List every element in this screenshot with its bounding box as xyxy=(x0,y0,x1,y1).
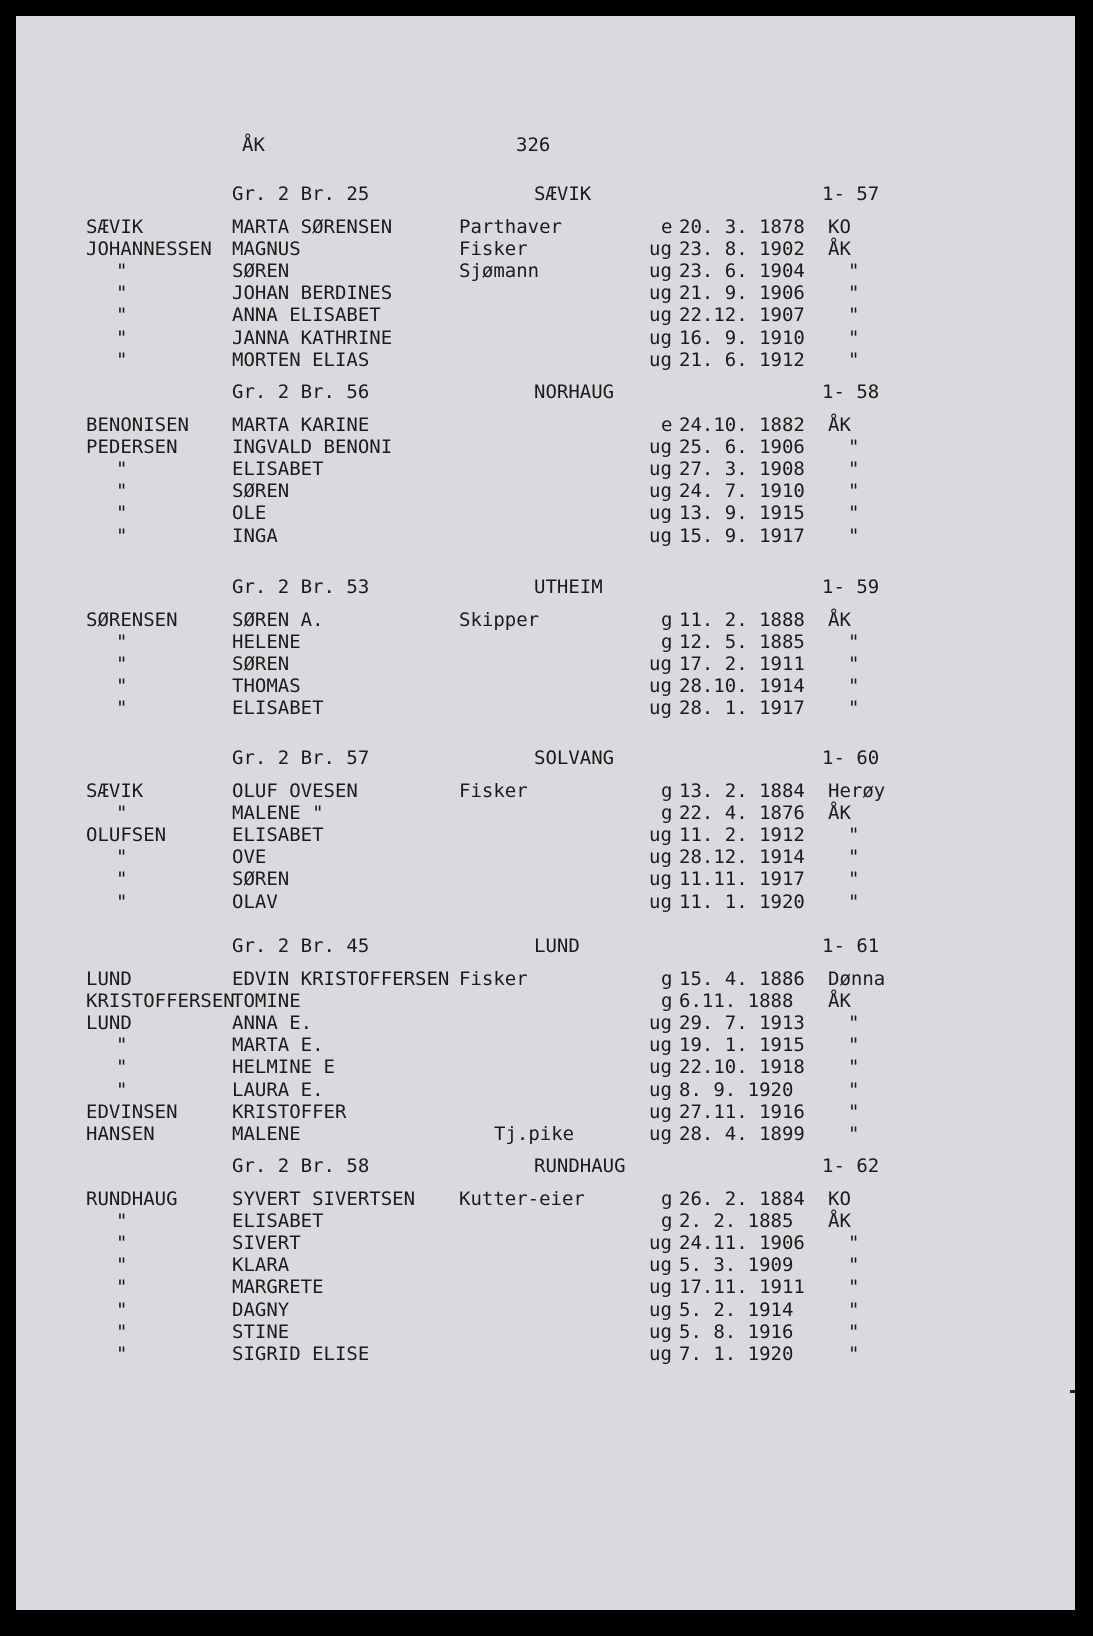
marital-status: ug xyxy=(649,868,672,890)
birth-date: 7. 1. 1920 xyxy=(679,1343,794,1365)
given-name: JANNA KATHRINE xyxy=(232,327,393,349)
birth-place: " xyxy=(848,1254,860,1276)
surname: " xyxy=(116,697,128,719)
birth-date: 16. 9. 1910 xyxy=(679,327,805,349)
birth-date: 28. 1. 1917 xyxy=(679,697,805,719)
marital-status: ug xyxy=(649,653,672,675)
birth-place: " xyxy=(848,1079,860,1101)
birth-place: ÅK xyxy=(828,609,851,631)
farm-name: SOLVANG xyxy=(534,747,615,769)
birth-place: " xyxy=(848,824,860,846)
household-number: 1- 61 xyxy=(822,935,880,957)
surname: " xyxy=(116,1254,128,1276)
birth-place: " xyxy=(848,436,860,458)
given-name: ANNA ELISABET xyxy=(232,304,381,326)
birth-place: " xyxy=(848,891,860,913)
birth-place: " xyxy=(848,868,860,890)
surname: " xyxy=(116,458,128,480)
surname: " xyxy=(116,1299,128,1321)
given-name: DAGNY xyxy=(232,1299,290,1321)
household-number: 1- 57 xyxy=(822,183,880,205)
surname: HANSEN xyxy=(86,1123,155,1145)
marital-status: e xyxy=(661,414,673,436)
surname: " xyxy=(116,1321,128,1343)
given-name: LAURA E. xyxy=(232,1079,324,1101)
given-name: SØREN xyxy=(232,480,290,502)
surname: BENONISEN xyxy=(86,414,189,436)
birth-date: 24.11. 1906 xyxy=(679,1232,805,1254)
birth-place: ÅK xyxy=(828,990,851,1012)
marital-status: ug xyxy=(649,436,672,458)
given-name: OLAV xyxy=(232,891,278,913)
birth-place: " xyxy=(848,480,860,502)
marital-status: ug xyxy=(649,304,672,326)
group-id: Gr. 2 Br. 45 xyxy=(232,935,370,957)
marital-status: g xyxy=(661,1210,673,1232)
birth-date: 13. 9. 1915 xyxy=(679,502,805,524)
birth-date: 13. 2. 1884 xyxy=(679,780,805,802)
surname: " xyxy=(116,802,128,824)
marital-status: g xyxy=(661,1188,673,1210)
birth-date: 20. 3. 1878 xyxy=(679,216,805,238)
marital-status: ug xyxy=(649,697,672,719)
birth-date: 22. 4. 1876 xyxy=(679,802,805,824)
birth-place: " xyxy=(848,1123,860,1145)
marital-status: g xyxy=(661,968,673,990)
marital-status: ug xyxy=(649,1123,672,1145)
marital-status: e xyxy=(661,216,673,238)
given-name: ELISABET xyxy=(232,697,324,719)
birth-date: 28. 4. 1899 xyxy=(679,1123,805,1145)
birth-date: 28.10. 1914 xyxy=(679,675,805,697)
surname: " xyxy=(116,282,128,304)
farm-name: NORHAUG xyxy=(534,381,615,403)
birth-place: " xyxy=(848,1056,860,1078)
marital-status: g xyxy=(661,780,673,802)
marital-status: ug xyxy=(649,260,672,282)
surname: " xyxy=(116,304,128,326)
marital-status: ug xyxy=(649,824,672,846)
birth-date: 23. 8. 1902 xyxy=(679,238,805,260)
surname: " xyxy=(116,1056,128,1078)
birth-date: 21. 6. 1912 xyxy=(679,349,805,371)
surname: EDVINSEN xyxy=(86,1101,178,1123)
given-name: HELMINE E xyxy=(232,1056,335,1078)
surname: " xyxy=(116,525,128,547)
surname: " xyxy=(116,891,128,913)
surname: SÆVIK xyxy=(86,780,144,802)
surname: LUND xyxy=(86,1012,132,1034)
given-name: SYVERT SIVERTSEN xyxy=(232,1188,416,1210)
surname: " xyxy=(116,631,128,653)
birth-date: 8. 9. 1920 xyxy=(679,1079,794,1101)
given-name: TOMINE xyxy=(232,990,301,1012)
group-id: Gr. 2 Br. 53 xyxy=(232,576,370,598)
occupation: Skipper xyxy=(459,609,540,631)
birth-date: 17.11. 1911 xyxy=(679,1276,805,1298)
birth-place: ÅK xyxy=(828,414,851,436)
marital-status: ug xyxy=(649,1034,672,1056)
group-id: Gr. 2 Br. 58 xyxy=(232,1155,370,1177)
occupation: Fisker xyxy=(459,968,528,990)
given-name: MORTEN ELIAS xyxy=(232,349,370,371)
birth-place: KO xyxy=(828,216,851,238)
surname: " xyxy=(116,653,128,675)
occupation: Kutter-eier xyxy=(459,1188,585,1210)
marital-status: ug xyxy=(649,1232,672,1254)
surname: PEDERSEN xyxy=(86,436,178,458)
given-name: SIVERT xyxy=(232,1232,301,1254)
birth-place: " xyxy=(848,349,860,371)
marital-status: ug xyxy=(649,502,672,524)
marital-status: ug xyxy=(649,480,672,502)
birth-date: 15. 9. 1917 xyxy=(679,525,805,547)
farm-name: LUND xyxy=(534,935,580,957)
birth-date: 11. 1. 1920 xyxy=(679,891,805,913)
surname: " xyxy=(116,260,128,282)
birth-place: " xyxy=(848,502,860,524)
household-number: 1- 62 xyxy=(822,1155,880,1177)
birth-date: 21. 9. 1906 xyxy=(679,282,805,304)
given-name: ANNA E. xyxy=(232,1012,313,1034)
birth-date: 11.11. 1917 xyxy=(679,868,805,890)
given-name: SØREN A. xyxy=(232,609,324,631)
marital-status: ug xyxy=(649,327,672,349)
surname: OLUFSEN xyxy=(86,824,167,846)
marital-status: g xyxy=(661,990,673,1012)
surname: RUNDHAUG xyxy=(86,1188,178,1210)
birth-date: 29. 7. 1913 xyxy=(679,1012,805,1034)
birth-place: " xyxy=(848,525,860,547)
given-name: ELISABET xyxy=(232,824,324,846)
group-id: Gr. 2 Br. 56 xyxy=(232,381,370,403)
birth-date: 5. 3. 1909 xyxy=(679,1254,794,1276)
birth-place: " xyxy=(848,1232,860,1254)
birth-date: 5. 8. 1916 xyxy=(679,1321,794,1343)
birth-place: " xyxy=(848,631,860,653)
birth-date: 5. 2. 1914 xyxy=(679,1299,794,1321)
birth-place: " xyxy=(848,260,860,282)
group-id: Gr. 2 Br. 25 xyxy=(232,183,370,205)
marital-status: ug xyxy=(649,1101,672,1123)
birth-place: " xyxy=(848,304,860,326)
given-name: MARTA SØRENSEN xyxy=(232,216,393,238)
given-name: KLARA xyxy=(232,1254,290,1276)
given-name: SØREN xyxy=(232,260,290,282)
birth-date: 11. 2. 1888 xyxy=(679,609,805,631)
given-name: HELENE xyxy=(232,631,301,653)
given-name: INGA xyxy=(232,525,278,547)
marital-status: g xyxy=(661,609,673,631)
marital-status: ug xyxy=(649,1254,672,1276)
surname: " xyxy=(116,868,128,890)
birth-date: 17. 2. 1911 xyxy=(679,653,805,675)
birth-place: Dønna xyxy=(828,968,886,990)
birth-date: 28.12. 1914 xyxy=(679,846,805,868)
surname: " xyxy=(116,327,128,349)
marital-status: ug xyxy=(649,525,672,547)
farm-name: SÆVIK xyxy=(534,183,592,205)
given-name: SØREN xyxy=(232,868,290,890)
given-name: MARTA KARINE xyxy=(232,414,370,436)
given-name: ELISABET xyxy=(232,458,324,480)
marital-status: ug xyxy=(649,846,672,868)
surname: " xyxy=(116,1210,128,1232)
birth-place: Herøy xyxy=(828,780,886,802)
birth-place: " xyxy=(848,1034,860,1056)
given-name: MAGNUS xyxy=(232,238,301,260)
surname: LUND xyxy=(86,968,132,990)
given-name: THOMAS xyxy=(232,675,301,697)
surname: " xyxy=(116,480,128,502)
group-id: Gr. 2 Br. 57 xyxy=(232,747,370,769)
birth-place: " xyxy=(848,1012,860,1034)
birth-date: 15. 4. 1886 xyxy=(679,968,805,990)
birth-date: 24. 7. 1910 xyxy=(679,480,805,502)
birth-place: " xyxy=(848,282,860,304)
marital-status: g xyxy=(661,631,673,653)
birth-place: " xyxy=(848,458,860,480)
given-name: ELISABET xyxy=(232,1210,324,1232)
birth-date: 2. 2. 1885 xyxy=(679,1210,794,1232)
marital-status: ug xyxy=(649,458,672,480)
surname: " xyxy=(116,1079,128,1101)
marital-status: ug xyxy=(649,1321,672,1343)
birth-date: 23. 6. 1904 xyxy=(679,260,805,282)
birth-place: " xyxy=(848,1321,860,1343)
given-name: KRISTOFFER xyxy=(232,1101,347,1123)
birth-date: 11. 2. 1912 xyxy=(679,824,805,846)
surname: " xyxy=(116,349,128,371)
given-name: MARTA E. xyxy=(232,1034,324,1056)
given-name: EDVIN KRISTOFFERSEN xyxy=(232,968,450,990)
given-name: SØREN xyxy=(232,653,290,675)
marital-status: ug xyxy=(649,1012,672,1034)
household-number: 1- 59 xyxy=(822,576,880,598)
marital-status: ug xyxy=(649,1056,672,1078)
birth-date: 6.11. 1888 xyxy=(679,990,794,1012)
document-page xyxy=(16,16,1075,1610)
birth-place: ÅK xyxy=(828,238,851,260)
birth-place: " xyxy=(848,697,860,719)
marital-status: ug xyxy=(649,349,672,371)
surname: SÆVIK xyxy=(86,216,144,238)
occupation: Fisker xyxy=(459,780,528,802)
birth-place: " xyxy=(848,846,860,868)
farm-name: UTHEIM xyxy=(534,576,603,598)
surname: " xyxy=(116,1034,128,1056)
given-name: OLUF OVESEN xyxy=(232,780,358,802)
given-name: SIGRID ELISE xyxy=(232,1343,370,1365)
marital-status: ug xyxy=(649,282,672,304)
given-name: OLE xyxy=(232,502,267,524)
surname: " xyxy=(116,502,128,524)
page-number: 326 xyxy=(516,134,551,156)
birth-place: " xyxy=(848,1343,860,1365)
header-place: ÅK xyxy=(242,134,265,156)
household-number: 1- 58 xyxy=(822,381,880,403)
farm-name: RUNDHAUG xyxy=(534,1155,626,1177)
birth-date: 25. 6. 1906 xyxy=(679,436,805,458)
occupation: Fisker xyxy=(459,238,528,260)
birth-place: " xyxy=(848,1299,860,1321)
birth-place: " xyxy=(848,1276,860,1298)
given-name: MALENE " xyxy=(232,802,324,824)
birth-place: ÅK xyxy=(828,802,851,824)
marital-status: ug xyxy=(649,891,672,913)
surname: " xyxy=(116,1276,128,1298)
given-name: JOHAN BERDINES xyxy=(232,282,393,304)
birth-date: 22.12. 1907 xyxy=(679,304,805,326)
occupation: Parthaver xyxy=(459,216,562,238)
surname: " xyxy=(116,846,128,868)
birth-place: KO xyxy=(828,1188,851,1210)
birth-date: 26. 2. 1884 xyxy=(679,1188,805,1210)
surname: SØRENSEN xyxy=(86,609,178,631)
surname: KRISTOFFERSEN xyxy=(86,990,235,1012)
given-name: MALENE xyxy=(232,1123,301,1145)
birth-date: 19. 1. 1915 xyxy=(679,1034,805,1056)
surname: " xyxy=(116,675,128,697)
birth-date: 24.10. 1882 xyxy=(679,414,805,436)
birth-place: " xyxy=(848,675,860,697)
marital-status: ug xyxy=(649,1079,672,1101)
edge-mark xyxy=(1070,1390,1075,1393)
birth-place: " xyxy=(848,327,860,349)
marital-status: ug xyxy=(649,1276,672,1298)
marital-status: ug xyxy=(649,1343,672,1365)
surname: " xyxy=(116,1343,128,1365)
birth-date: 22.10. 1918 xyxy=(679,1056,805,1078)
given-name: OVE xyxy=(232,846,267,868)
marital-status: g xyxy=(661,802,673,824)
birth-date: 27. 3. 1908 xyxy=(679,458,805,480)
marital-status: ug xyxy=(649,1299,672,1321)
surname: JOHANNESSEN xyxy=(86,238,212,260)
marital-status: ug xyxy=(649,675,672,697)
birth-date: 12. 5. 1885 xyxy=(679,631,805,653)
marital-status: ug xyxy=(649,238,672,260)
household-number: 1- 60 xyxy=(822,747,880,769)
surname: " xyxy=(116,1232,128,1254)
occupation: Tj.pike xyxy=(494,1123,575,1145)
given-name: INGVALD BENONI xyxy=(232,436,393,458)
given-name: MARGRETE xyxy=(232,1276,324,1298)
birth-place: " xyxy=(848,653,860,675)
given-name: STINE xyxy=(232,1321,290,1343)
birth-place: ÅK xyxy=(828,1210,851,1232)
occupation: Sjømann xyxy=(459,260,540,282)
birth-place: " xyxy=(848,1101,860,1123)
birth-date: 27.11. 1916 xyxy=(679,1101,805,1123)
